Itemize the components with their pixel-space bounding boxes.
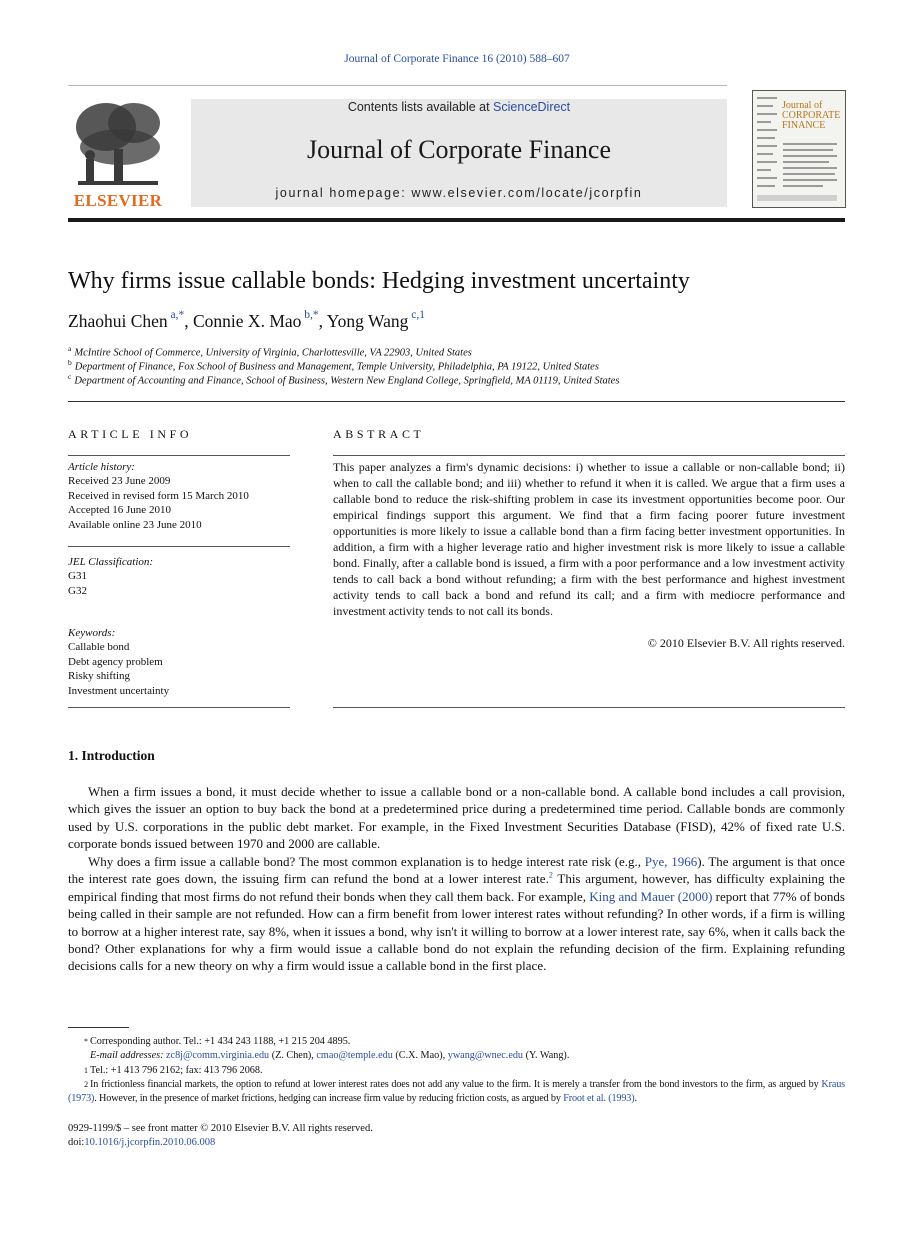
text-run: (C.X. Mao), [392, 1050, 448, 1061]
email-link[interactable]: ywang@wnec.edu [447, 1050, 524, 1061]
affiliation-text: McIntire School of Commerce, University of Virginia, Charlottesville, VA 22903, United States [74, 347, 472, 359]
keyword: Investment uncertainty [68, 684, 170, 697]
text-run: report that 77% of bonds being called in their sample are not refunded. How can a firm benefit from lower interest rates without refunding? In other words, if a firm is willing to borrow at a higher interest rate, say 8%, when it issues a bond, why isn't it willing to borrow at a lower interest rate, say 6%, when it calls back the bond? Other explanations for why a firm would issue a callable bond do not explain the refunding decision of the firm. Explaining refunding decisions calls for a new theory on why a firm would issue a callable bond in the first place. [68, 888, 845, 974]
doi-label: doi: [68, 1137, 85, 1149]
affiliation-mark: b [68, 358, 72, 367]
text-run: Why does a firm issue a callable bond? The most common explanation is to hedge interest rate risk (e.g., [88, 854, 645, 869]
abstract-heading: ABSTRACT [333, 427, 425, 441]
journal-title: Journal of Corporate Finance [307, 135, 611, 164]
text-run: ). The argument is that once the interest rate goes down, the issuing firm can refund the bond at a lower interest rate. [68, 854, 846, 887]
article-info-heading: ARTICLE INFO [68, 427, 193, 441]
affiliation-mark: a [68, 344, 72, 353]
author-separator: , [184, 311, 193, 331]
journal-citation[interactable]: Journal of Corporate Finance 16 (2010) 588–607 [344, 53, 570, 65]
footnote-text: In frictionless financial markets, the option to refund at lower interest rates does not add any value to the firm. It is merely a transfer from the bond investors to the firm, as argued by [90, 1079, 822, 1090]
affiliation [68, 344, 472, 359]
footnote-mark: * [84, 1037, 88, 1046]
journal-homepage[interactable]: journal homepage: www.elsevier.com/locate/jcorpfin [275, 186, 643, 200]
header-rule-thick [68, 218, 845, 222]
sciencedirect-link[interactable]: ScienceDirect [493, 100, 571, 114]
footnote-rule [68, 1027, 129, 1028]
keyword: Callable bond [68, 641, 130, 654]
keywords-label: Keywords: [68, 627, 116, 639]
text-run: (Z. Chen), [269, 1050, 317, 1061]
issn-line: 0929-1199/$ – see front matter © 2010 Elsevier B.V. All rights reserved. [68, 1123, 373, 1134]
footnote-mark: 2 [84, 1080, 88, 1089]
footnote [68, 1064, 845, 1078]
email-link[interactable]: zc8j@comm.virginia.edu [166, 1050, 270, 1061]
divider [68, 455, 290, 456]
author-separator: , [318, 311, 327, 331]
divider [68, 707, 290, 708]
paragraph [68, 853, 845, 975]
footnote-text: . [634, 1093, 637, 1104]
citation-link[interactable]: King and Mauer (2000) [589, 888, 713, 904]
affiliation [68, 372, 619, 387]
author-affil-marks[interactable]: c,1 [411, 309, 425, 322]
footnote-text: Tel.: +1 413 796 2162; fax: 413 796 2068. [90, 1065, 263, 1076]
paragraph: When a firm issues a bond, it must decide whether to issue a callable bond or a non-callable bond. A callable bond includes a call provision, which gives the issuer an option to buy back the bond at a predetermined price during a predetermined time period. Callable bonds are commonly used by U.S. corporations in the public debt market. For example, in the Fixed Investment Securities Database (FISD), 42% of fixed rate U.S. corporate bonds issued between 1970 and 2000 are callable. [68, 784, 845, 852]
divider [333, 455, 845, 456]
affiliation-mark: c [68, 372, 72, 381]
history-item: Accepted 16 June 2010 [68, 504, 171, 517]
divider [68, 401, 845, 402]
section-heading: 1. Introduction [68, 748, 155, 763]
history-item: Received 23 June 2009 [68, 475, 171, 488]
author-name: Connie X. Mao [193, 311, 302, 331]
jel-code: G31 [68, 570, 87, 583]
history-item: Available online 23 June 2010 [68, 518, 202, 531]
text-run: This argument, however, has difficulty explaining the empirical finding that most firms do not refund their bonds when they call them back. For example, [68, 871, 846, 904]
history-item: Received in revised form 15 March 2010 [68, 489, 249, 502]
jel-classification [68, 555, 290, 598]
citation-link[interactable]: Pye, 1966 [644, 854, 698, 869]
author-list [68, 311, 425, 332]
contents-prefix: Contents lists available at [347, 100, 494, 114]
citation-link[interactable]: Kraus (1973) [68, 1079, 845, 1104]
divider [333, 707, 845, 708]
author-affil-marks[interactable]: a,* [170, 309, 185, 322]
citation-link[interactable]: Froot et al. (1993) [563, 1093, 635, 1104]
affiliation [68, 358, 599, 373]
abstract-text: This paper analyzes a firm's dynamic decisions: i) whether to issue a callable or non-callable bond; ii) when to call the callable bond; and iii) whether to refund it when it is called. We argue that a firm uses a callable bond to reduce the risk-shifting problem in case its investment opportunities become poor. Our empirical findings support this argument. We find that a firm facing poorer future investment opportunities is more likely to issue a callable bond than a firm facing better investment opportunities. In addition, a firm with a higher leverage ratio and higher investment risk is more likely to issue a callable bond. Finally, after a callable bond is issued, a firm with a poor performance and a low investment activity tends to call back a bond without refunding; a firm with the best performance and highest investment activity tends to call back a bond and refund its call; and a firm with mediocre performance and investment activity tends to not call its bonds. [333, 460, 845, 618]
contents-line [191, 100, 727, 114]
divider [68, 546, 290, 547]
footnote-ref[interactable]: 2 [548, 871, 553, 881]
jel-label: JEL Classification: [68, 556, 154, 568]
jel-code: G32 [68, 584, 87, 597]
keyword: Risky shifting [68, 670, 131, 683]
cover-journal-title: Journal of CORPORATE FINANCE [782, 100, 841, 131]
header-rule [68, 85, 727, 86]
doi-line [68, 1136, 373, 1150]
article-title: Why firms issue callable bonds: Hedging investment uncertainty [68, 268, 690, 294]
footnote-emails [68, 1049, 845, 1063]
keyword: Debt agency problem [68, 655, 163, 668]
email-link[interactable]: cmao@temple.edu [316, 1050, 393, 1061]
copyright: © 2010 Elsevier B.V. All rights reserved. [647, 636, 845, 650]
author-name: Zhaohui Chen [68, 311, 168, 331]
history-label: Article history: [68, 461, 135, 473]
affiliation-text: Department of Accounting and Finance, School of Business, Western New England College, Springfield, MA 01119, United States [74, 375, 620, 387]
footnote [68, 1078, 845, 1106]
article-history [68, 460, 290, 532]
front-matter [68, 1122, 373, 1151]
footnote-text: . However, in the presence of market frictions, hedging can increase firm value by reducing friction costs, as argued by [94, 1093, 564, 1104]
email-label: E-mail addresses: [90, 1050, 164, 1061]
footnote-text: Corresponding author. Tel.: +1 434 243 1188, +1 215 204 4895. [90, 1036, 351, 1047]
author-name: Yong Wang [326, 311, 409, 331]
author-affil-marks[interactable]: b,* [304, 309, 319, 322]
keywords [68, 626, 290, 698]
affiliation-text: Department of Finance, Fox School of Business and Management, Temple University, Philadelphia, PA 19122, United States [74, 361, 599, 373]
doi-link[interactable]: 10.1016/j.jcorpfin.2010.06.008 [84, 1137, 216, 1149]
footnote-corresponding [68, 1035, 845, 1049]
text-run: (Y. Wang). [523, 1050, 570, 1061]
footnote-mark: 1 [84, 1066, 88, 1075]
publisher-wordmark: ELSEVIER [73, 191, 163, 210]
